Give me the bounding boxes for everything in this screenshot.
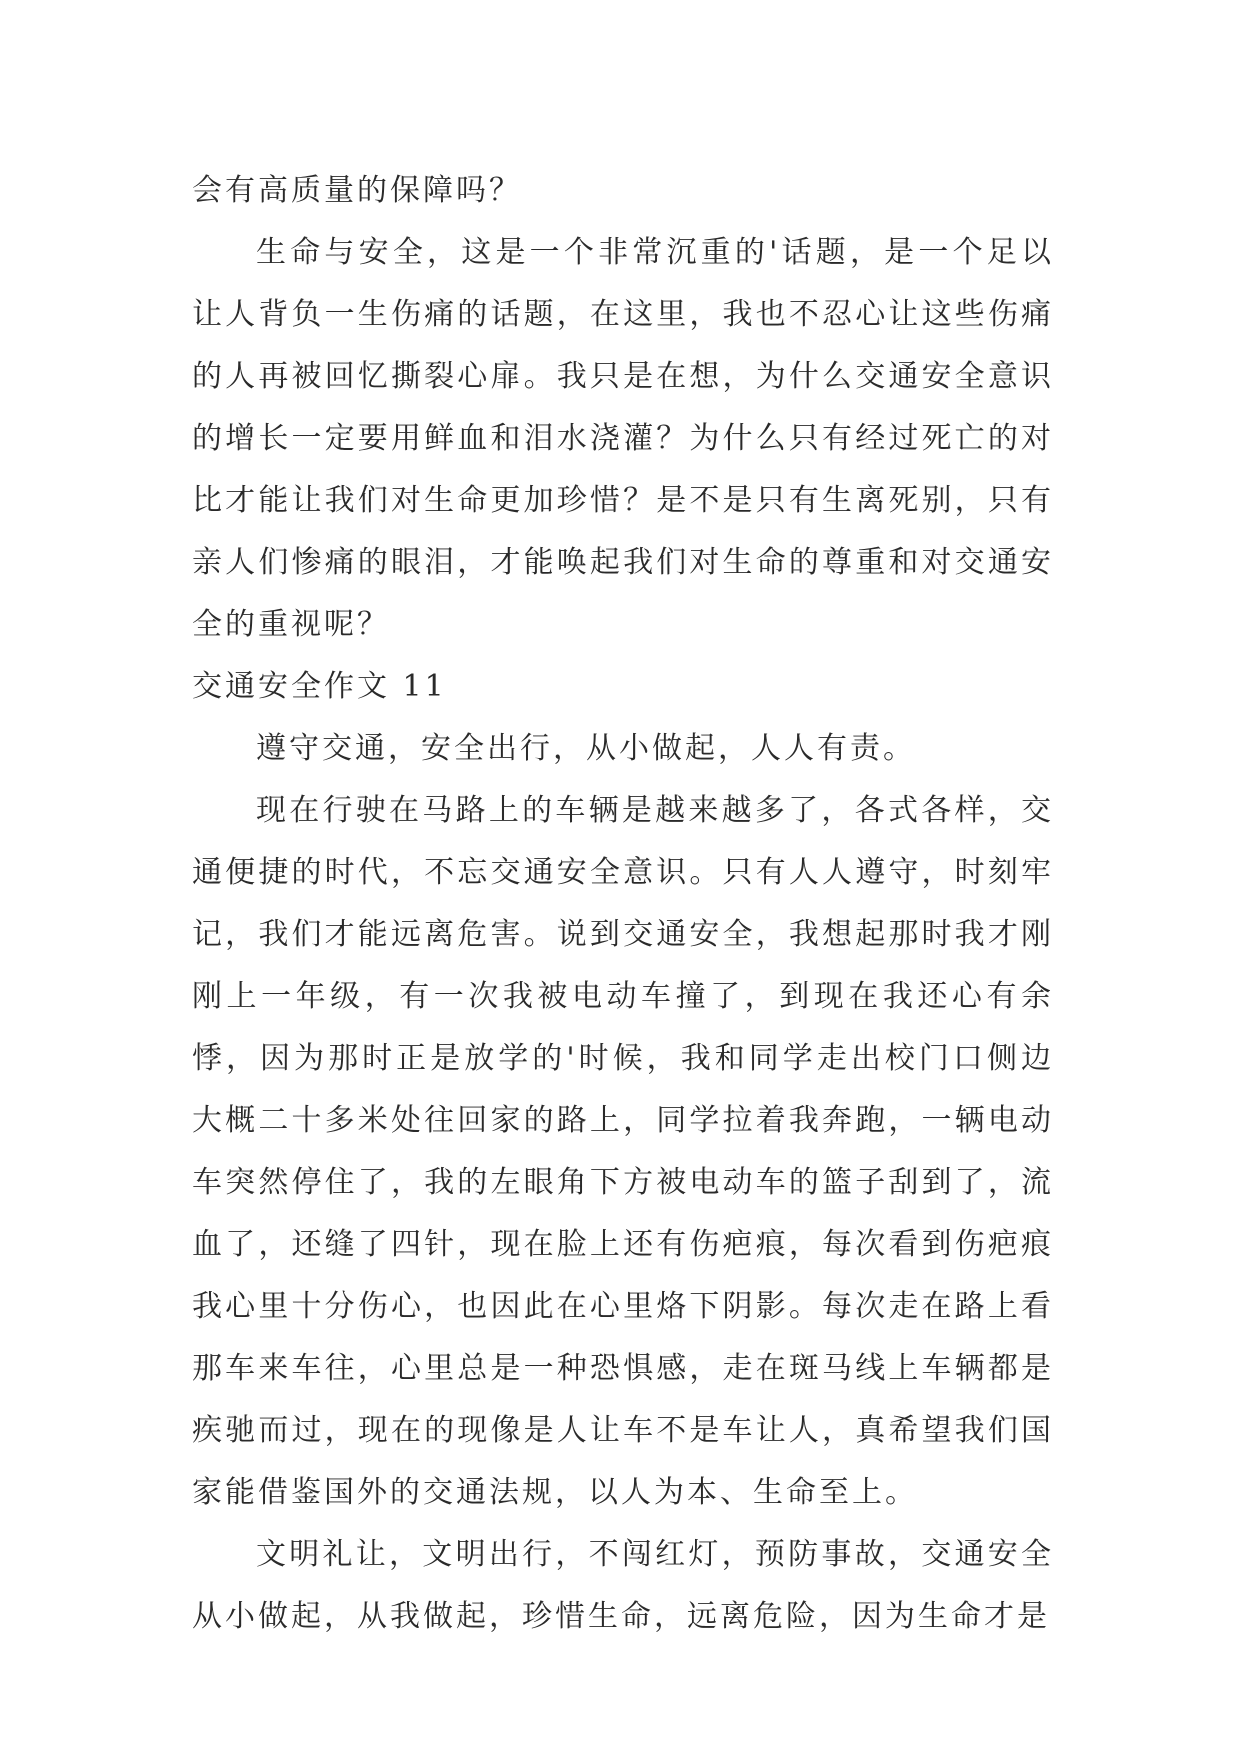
paragraph-obey-traffic: 遵守交通，安全出行，从小做起，人人有责。: [256, 731, 916, 766]
paragraph-life-and-safety: 生命与安全，这是一个非常沉重的'话题，是一个足以让人背负一生伤痛的话题，在这里，我也不忍心让这些伤痛的人再被回忆撕裂心扉。我只是在想，为什么交通安全意识的增长一定要用鲜血和泪水浇灌？为什么只有经过死亡的对比才能让我们对生命更加珍惜？是不是只有生离死别，只有亲人们惨痛的眼泪，才能唤起我们对生命的尊重和对交通安全的重视呢？: [192, 235, 1054, 642]
paragraph-continuation: 会有高质量的保障吗？: [192, 173, 522, 208]
essay-heading: 交通安全作文 11: [192, 669, 447, 704]
paragraph-personal-story: 现在行驶在马路上的车辆是越来越多了，各式各样，交通便捷的时代，不忘交通安全意识。只有人人遵守，时刻牢记，我们才能远离危害。说到交通安全，我想起那时我才刚刚上一年级，有一次我被电动车撞了，到现在我还心有余悸，因为那时正是放学的'时候，我和同学走出校门口侧边大概二十多米处往回家的路上，同学拉着我奔跑，一辆电动车突然停住了，我的左眼角下方被电动车的篮子刮到了，流血了，还缝了四针，现在脸上还有伤疤痕，每次看到伤疤痕我心里十分伤心，也因此在心里烙下阴影。每次走在路上看那车来车往，心里总是一种恐惧感，走在斑马线上车辆都是疾驰而过，现在的现像是人让车不是车让人，真希望我们国家能借鉴国外的交通法规，以人为本、生命至上。: [192, 793, 1054, 1510]
document-body: [192, 160, 1054, 1648]
paragraph-civilized-travel: 文明礼让，文明出行，不闯红灯，预防事故，交通安全从小做起，从我做起，珍惜生命，远离危险，因为生命才是: [192, 1537, 1054, 1634]
